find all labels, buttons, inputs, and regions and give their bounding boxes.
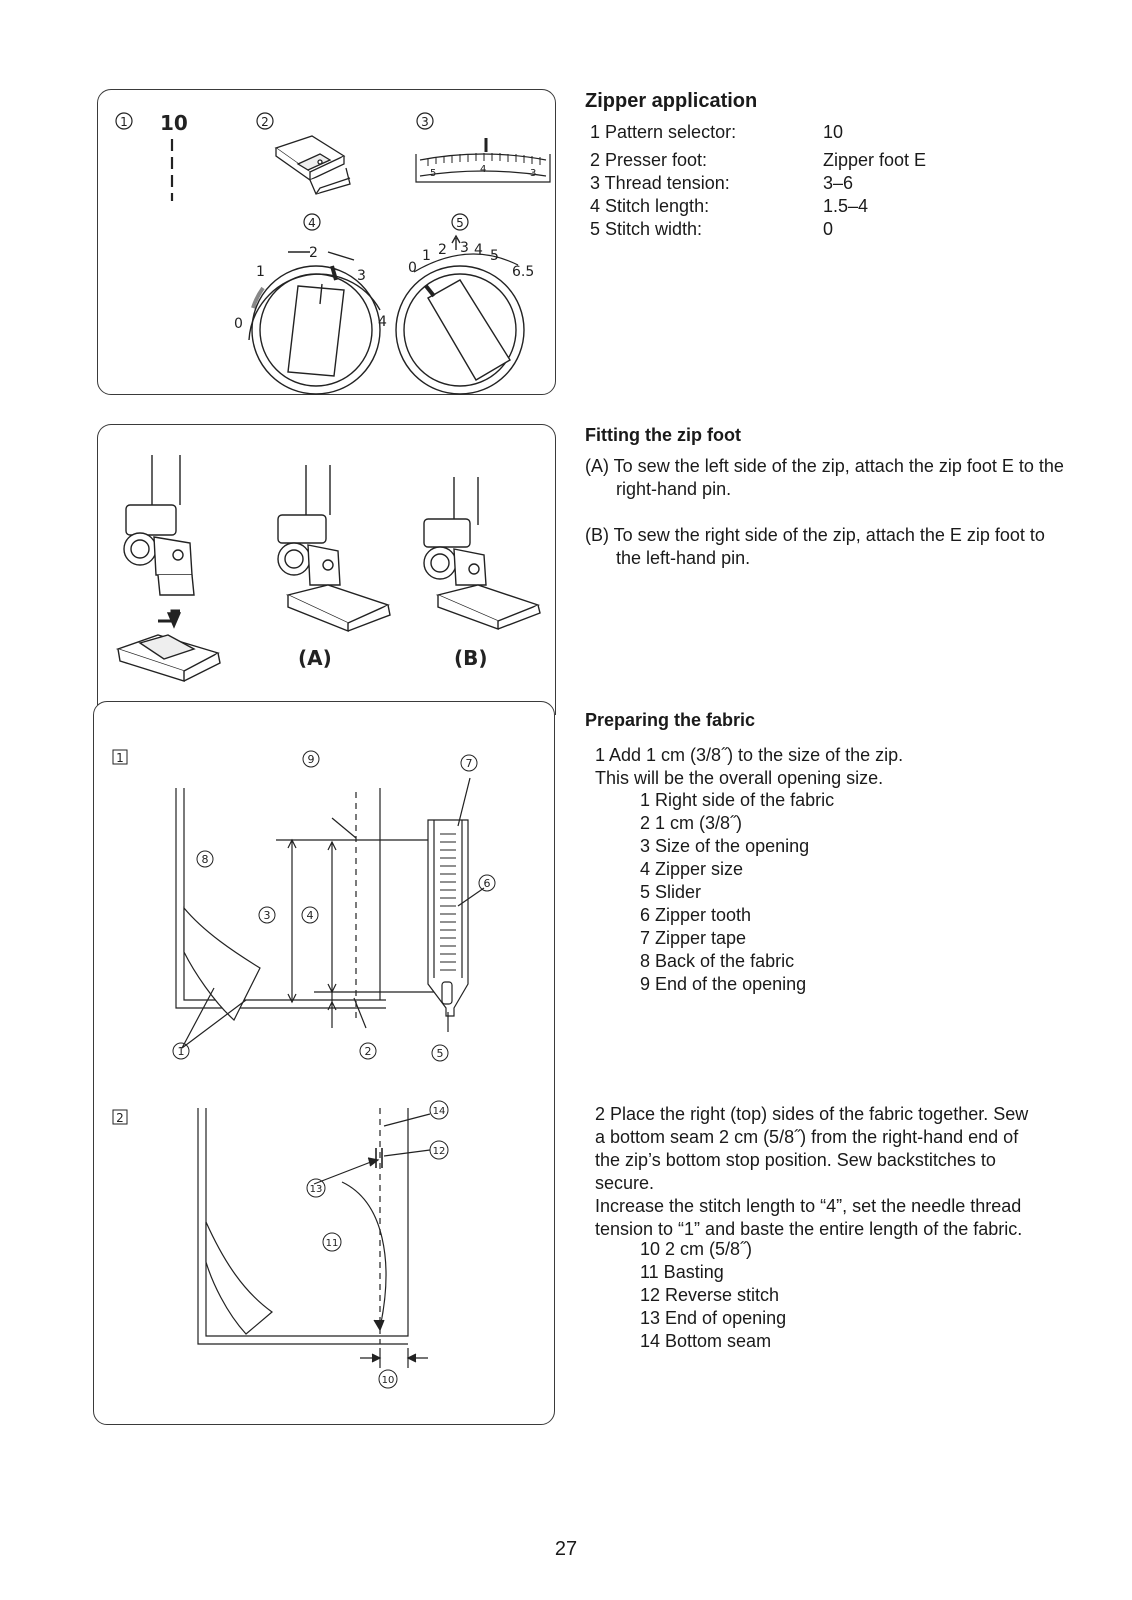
- step1-parts-list: [640, 789, 834, 996]
- svg-text:6: 6: [483, 877, 491, 890]
- list-item: 4 Zipper size: [640, 859, 744, 879]
- svg-text:13: 13: [309, 1184, 323, 1195]
- svg-text:1: 1: [422, 248, 431, 264]
- list-item: 5 Slider: [640, 882, 702, 902]
- svg-text:9: 9: [307, 753, 315, 766]
- list-item: 10 2 cm (5/8˝): [640, 1239, 753, 1259]
- pattern-number: 10: [160, 111, 188, 135]
- zipper-foot-e-icon: [118, 611, 220, 681]
- step2-text: 2 Place the right (top) sides of the fabric together. Sew a bottom seam 2 cm (5/8˝) from the right-hand end of the zip’s bottom stop position. Sew backstitches to secure. Increase the stitch length to “4”, set the needle thread tension to “1” and baste the entire length of the fabric.: [595, 1104, 1029, 1239]
- svg-text:0: 0: [234, 316, 243, 332]
- svg-text:4: 4: [306, 909, 314, 922]
- list-item: 12 Reverse stitch: [640, 1285, 780, 1305]
- presser-bar-b-icon: [424, 477, 540, 629]
- svg-text:7: 7: [465, 757, 473, 770]
- svg-text:4: 4: [474, 242, 483, 258]
- step1-text: 1 Add 1 cm (3/8˝) to the size of the zip. This will be the overall opening size.: [595, 745, 904, 788]
- svg-text:5: 5: [436, 1047, 444, 1060]
- svg-text:12: 12: [432, 1146, 446, 1157]
- svg-text:6.5: 6.5: [512, 264, 535, 280]
- svg-text:10: 10: [381, 1375, 395, 1386]
- svg-text:2: 2: [261, 115, 269, 129]
- list-item: 9 End of the opening: [640, 974, 807, 994]
- label-a: (A): [298, 646, 332, 670]
- svg-text:2: 2: [364, 1045, 372, 1058]
- list-item: 2 1 cm (3/8˝): [640, 813, 743, 833]
- settings-figure: [97, 89, 556, 395]
- presser-bar-a-icon: [278, 465, 390, 631]
- svg-text:1: 1: [120, 115, 128, 129]
- svg-text:5: 5: [430, 168, 437, 179]
- svg-text:3: 3: [530, 168, 537, 179]
- settings-row: 5 Stitch width: 0: [590, 219, 834, 239]
- svg-text:8: 8: [201, 853, 209, 866]
- svg-text:11: 11: [325, 1238, 339, 1249]
- svg-text:5: 5: [456, 216, 464, 230]
- svg-text:3: 3: [357, 268, 366, 284]
- svg-text:1: 1: [116, 751, 124, 765]
- svg-text:1: 1: [256, 264, 265, 280]
- settings-row: 3 Thread tension: 3–6: [590, 173, 854, 193]
- list-item: 8 Back of the fabric: [640, 951, 795, 971]
- zip-foot-instruction-a: (A) To sew the left side of the zip, attach the zip foot E to the right-hand pin.: [585, 456, 1064, 499]
- fabric-figure: [93, 701, 555, 1425]
- svg-text:0: 0: [408, 260, 417, 276]
- list-item: 11 Basting: [640, 1262, 724, 1282]
- list-item: 13 End of opening: [640, 1308, 787, 1328]
- svg-text:4: 4: [480, 164, 487, 175]
- list-item: 14 Bottom seam: [640, 1331, 772, 1351]
- zip-foot-instruction-b: (B) To sew the right side of the zip, attach the E zip foot to the left-hand pin.: [585, 525, 1045, 568]
- list-item: 6 Zipper tooth: [640, 905, 752, 925]
- zip-foot-figure: [97, 424, 556, 715]
- section-title-fitting-zip-foot: Fitting the zip foot: [585, 425, 741, 445]
- section-title-zipper-application: Zipper application: [585, 90, 758, 112]
- svg-text:4: 4: [308, 216, 316, 230]
- zipper-icon: [428, 820, 468, 1032]
- svg-text:2: 2: [116, 1111, 124, 1125]
- list-item: 1 Right side of the fabric: [640, 790, 835, 810]
- label-b: (B): [454, 646, 488, 670]
- step2-parts-list: [640, 1238, 786, 1353]
- svg-text:2: 2: [438, 242, 447, 258]
- settings-row: 1 Pattern selector: 10: [590, 122, 844, 142]
- section-title-preparing-fabric: Preparing the fabric: [585, 710, 756, 730]
- svg-text:3: 3: [263, 909, 271, 922]
- svg-text:2: 2: [309, 245, 318, 261]
- list-item: 7 Zipper tape: [640, 928, 747, 948]
- settings-row: 4 Stitch length: 1.5–4: [590, 196, 869, 216]
- svg-text:4: 4: [378, 314, 387, 330]
- settings-table: [590, 121, 926, 241]
- presser-bar-left-icon: [124, 455, 194, 595]
- page-number: 27: [554, 1538, 578, 1560]
- svg-text:5: 5: [490, 248, 499, 264]
- settings-row: 2 Presser foot: Zipper foot E: [590, 150, 927, 170]
- svg-text:3: 3: [460, 240, 469, 256]
- svg-text:3: 3: [421, 115, 429, 129]
- svg-text:1: 1: [177, 1045, 185, 1058]
- svg-text:14: 14: [432, 1106, 446, 1117]
- list-item: 3 Size of the opening: [640, 836, 810, 856]
- zipper-foot-icon: [276, 136, 350, 194]
